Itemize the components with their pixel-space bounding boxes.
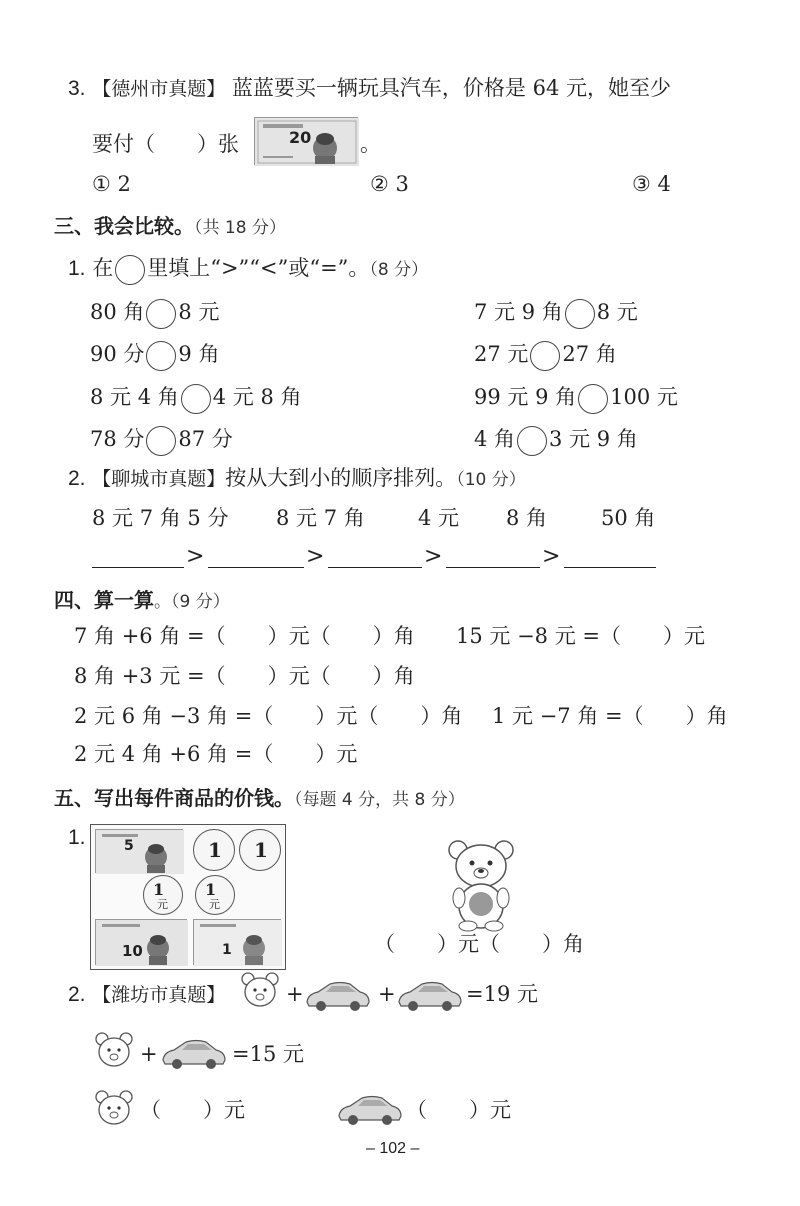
money-picture [90, 824, 286, 970]
coin-1-yuan [239, 829, 281, 871]
equation-result: =15 元 [232, 1042, 304, 1066]
compare-right: 8 元 [178, 300, 220, 324]
source-tag: 【潍坊市真题】 [92, 984, 226, 1006]
compare-right: 87 分 [178, 427, 233, 451]
compare-right: 3 元 9 角 [549, 427, 638, 451]
compare-circle[interactable] [146, 299, 176, 329]
question-text: 蓝蓝要买一辆玩具汽车，价格是 64 元，她至少 [231, 76, 671, 100]
calc-line: 7 角 +6 角 =（ ）元（ ）角 [74, 624, 415, 648]
compare-right: 9 角 [178, 342, 220, 366]
banknote-1-yuan [193, 919, 281, 965]
calc-line: 2 元 6 角 −3 角 =（ ）元（ ）角 [74, 704, 463, 728]
compare-right: 8 元 [596, 300, 638, 324]
question-number: 1. [68, 826, 86, 849]
car-answer: （ ）元 [406, 1098, 511, 1122]
section-points: （每题 4 分，共 8 分） [294, 790, 465, 810]
source-tag: 【聊城市真题】 [92, 468, 226, 490]
option-3: ③ 4 [632, 172, 671, 196]
bear-head-icon [94, 1088, 134, 1128]
section-points: （9 分） [171, 592, 230, 612]
coin-1-yuan [143, 875, 183, 915]
sec3-p1-instruction [68, 254, 428, 285]
compare-left: 8 元 4 角 [90, 385, 179, 409]
question-number: 2. [68, 467, 86, 490]
points: （10 分） [456, 470, 526, 490]
title-dot: 。 [154, 592, 171, 612]
coin-unit: 元 [157, 898, 168, 911]
order-item: 4 元 [418, 506, 460, 530]
order-item: 8 角 [506, 506, 548, 530]
banknote-denomination: 20 [289, 128, 312, 147]
banknote-10-yuan [95, 919, 187, 965]
compare-circle[interactable] [530, 341, 560, 371]
compare-row [90, 340, 219, 371]
section-points: （共 18 分） [194, 218, 286, 238]
compare-circle[interactable] [578, 384, 608, 414]
plus-sign: + [378, 982, 396, 1006]
option-1: ① 2 [92, 172, 131, 196]
answer-blank[interactable] [328, 566, 422, 568]
section-4-heading [54, 584, 230, 613]
compare-circle[interactable] [517, 426, 547, 456]
greater-than-sign: > [542, 544, 561, 569]
banknote-icon [194, 920, 282, 966]
section-title: 四、算一算 [54, 588, 154, 612]
calc-line: 15 元 −8 元 =（ ）元 [456, 624, 705, 648]
compare-row [474, 298, 638, 329]
compare-row [90, 425, 233, 456]
toy-car-icon [160, 1036, 228, 1070]
instruction-text-a: 在 [92, 256, 114, 280]
compare-left: 78 分 [90, 427, 145, 451]
order-item: 8 元 7 角 5 分 [92, 506, 229, 530]
greater-than-sign: > [306, 544, 325, 569]
compare-circle[interactable] [146, 426, 176, 456]
compare-left: 7 元 9 角 [474, 300, 563, 324]
section-title: 三、我会比较。 [54, 214, 194, 238]
plus-sign: + [286, 982, 304, 1006]
q3-line2-end: 。 [360, 132, 381, 156]
answer-blank[interactable] [564, 566, 656, 568]
coin-value: 1 [254, 838, 268, 862]
teddy-bear-icon [446, 836, 516, 932]
compare-circle-sample [115, 255, 145, 285]
compare-left: 27 元 [474, 342, 529, 366]
coin-1-yuan [193, 829, 235, 871]
toy-car-icon [336, 1092, 404, 1126]
question-number: 2. [68, 983, 86, 1006]
banknote-20-yuan [254, 117, 358, 165]
banknote-5-yuan [95, 829, 183, 873]
coin-value: 1 [208, 838, 222, 862]
compare-circle[interactable] [565, 299, 595, 329]
plus-sign: + [140, 1042, 158, 1066]
section-5-heading [54, 782, 465, 811]
instruction-text-b: 里填上“>”“<”或“=”。 [147, 256, 370, 280]
bear-price-answer: （ ）元（ ）角 [374, 932, 584, 956]
instruction-text: 按从大到小的顺序排列。 [225, 466, 457, 490]
q3-line2 [92, 130, 239, 158]
equation-result: =19 元 [466, 982, 538, 1006]
bear-head-icon [240, 970, 280, 1010]
question-number: 1. [68, 257, 86, 280]
bear-head-icon [94, 1030, 134, 1070]
banknote-denomination: 5 [124, 838, 134, 854]
q3-line1 [68, 74, 671, 103]
coin-1-yuan [195, 875, 235, 915]
compare-row [474, 383, 678, 414]
compare-row [474, 340, 617, 371]
calc-line: 1 元 −7 角 =（ ）角 [492, 704, 728, 728]
sec5-p2-header [68, 980, 225, 1009]
coin-unit: 元 [209, 898, 220, 911]
answer-prompt: 要付（ ）张 [92, 132, 239, 156]
sec3-p2-instruction [68, 464, 526, 494]
question-number: 3. [68, 77, 86, 100]
order-item: 50 角 [601, 506, 656, 530]
calc-line: 8 角 +3 元 =（ ）元（ ）角 [74, 664, 415, 688]
compare-circle[interactable] [181, 384, 211, 414]
compare-left: 80 角 [90, 300, 145, 324]
greater-than-sign: > [186, 544, 205, 569]
source-tag: 【德州市真题】 [92, 78, 226, 100]
banknote-denomination: 1 [222, 942, 232, 958]
banknote-denomination: 10 [122, 942, 143, 960]
answer-blank[interactable] [208, 566, 304, 568]
compare-right: 100 元 [610, 385, 678, 409]
section-3-heading [54, 210, 286, 239]
compare-row [474, 425, 638, 456]
compare-right: 27 角 [562, 342, 617, 366]
order-item: 8 元 7 角 [276, 506, 365, 530]
bear-answer: （ ）元 [140, 1098, 245, 1122]
page-number: – 102 – [366, 1140, 420, 1157]
compare-left: 90 分 [90, 342, 145, 366]
answer-blank[interactable] [92, 566, 184, 568]
points: （8 分） [369, 260, 429, 280]
compare-right: 4 元 8 角 [212, 385, 302, 409]
compare-circle[interactable] [146, 341, 176, 371]
compare-left: 99 元 9 角 [474, 385, 577, 409]
greater-than-sign: > [424, 544, 443, 569]
banknote-icon [96, 830, 184, 874]
toy-car-icon [304, 978, 372, 1012]
option-2: ② 3 [370, 172, 409, 196]
calc-line: 2 元 4 角 +6 角 =（ ）元 [74, 742, 358, 766]
coin-value: 1 [153, 880, 165, 899]
answer-blank[interactable] [446, 566, 540, 568]
toy-car-icon [396, 978, 464, 1012]
compare-row [90, 383, 302, 414]
compare-left: 4 角 [474, 427, 516, 451]
compare-row [90, 298, 219, 329]
section-title: 五、写出每件商品的价钱。 [54, 786, 294, 810]
coin-value: 1 [205, 880, 217, 899]
